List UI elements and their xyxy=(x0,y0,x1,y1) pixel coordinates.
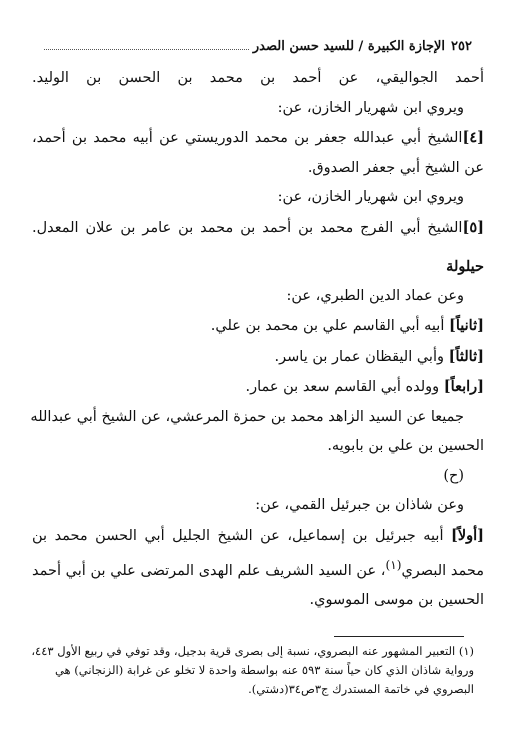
text-line xyxy=(32,123,484,154)
header-leader-dots xyxy=(44,49,249,50)
footnote-line: (١) التعبير المشهور عنه البصروي، نسبة إلى بصرى قرية بدجيل، وقد توفي في ربيع الأول ٤٤٣، xyxy=(31,644,474,658)
text-line: (ح) xyxy=(443,467,464,484)
section-heading: حيلولة xyxy=(446,258,484,275)
text-line xyxy=(32,342,484,373)
text-line: وعن شاذان بن جبرئيل القمي، عن: xyxy=(255,497,464,513)
entry-marker: [ثالثاً] xyxy=(448,347,484,365)
text-line: الحسين بن علي بن بابويه. xyxy=(327,438,484,454)
text-line xyxy=(32,551,484,586)
text-line xyxy=(32,521,484,552)
entry-text: وأبي اليقظان عمار بن ياسر. xyxy=(274,348,444,365)
entry-number: [٤] xyxy=(462,129,484,146)
text-line: ويروي ابن شهريار الخازن، عن: xyxy=(277,189,464,205)
entry-number: [٥] xyxy=(462,218,484,236)
footnote-line: ورواية شاذان الذي كان حياً سنة ٥٩٣ عنه بواسطة واحدة لا تخلو عن غرابة (الزنجاني) هي xyxy=(54,663,474,677)
text-line: جميعا عن السيد الزاهد محمد بن حمزة المرعشي، عن الشيخ أبي عبدالله xyxy=(30,408,464,425)
main-text xyxy=(32,64,484,616)
page-number: ٢٥٢ xyxy=(451,39,472,54)
footnote-line: البصروي في خاتمة المستدرك ج٣ص٣٤(دشتي). xyxy=(248,682,474,696)
text-line: الحسين بن موسى الموسوي. xyxy=(309,592,484,609)
running-title: الإجازة الكبيرة / للسيد حسن الصدر xyxy=(252,39,446,54)
text-line xyxy=(32,372,484,403)
text-line: عن الشيخ أبي جعفر الصدوق. xyxy=(307,159,484,176)
entry-text: الشيخ أبي الفرج محمد بن أحمد بن محمد بن عامر بن علان المعدل. xyxy=(32,219,463,236)
text-line xyxy=(32,311,484,342)
entry-text: أبيه أبي القاسم علي بن محمد بن علي. xyxy=(210,318,445,334)
entry-text: محمد البصري xyxy=(401,562,484,579)
running-header xyxy=(40,34,472,54)
entry-marker: [أولاً] xyxy=(450,526,485,544)
text-line: ويروي ابن شهريار الخازن، عن: xyxy=(277,99,464,116)
footnote-reference[interactable]: (١) xyxy=(385,558,402,572)
footnotes xyxy=(32,642,474,699)
text-line: أحمد الجواليقي، عن أحمد بن محمد بن الحسن بن الوليد. xyxy=(32,70,484,86)
entry-marker: [ثانياً] xyxy=(448,317,484,334)
footnote-separator xyxy=(334,636,464,637)
entry-text: ، عن السيد الشريف علم الهدى المرتضى علي بن أبي أحمد xyxy=(32,562,386,579)
entry-text: الشيخ أبي عبدالله جعفر بن محمد الدوريستي عن أبيه محمد بن أحمد، xyxy=(32,130,463,146)
entry-text: أبيه جبرئيل بن إسماعيل، عن الشيخ الجليل أبي الحسن محمد بن xyxy=(32,527,444,544)
entry-marker: [رابعاً] xyxy=(443,378,484,395)
text-line: وعن عماد الدين الطبري، عن: xyxy=(286,287,464,304)
entry-text: وولده أبي القاسم سعد بن عمار. xyxy=(245,379,440,395)
text-line xyxy=(32,213,484,244)
